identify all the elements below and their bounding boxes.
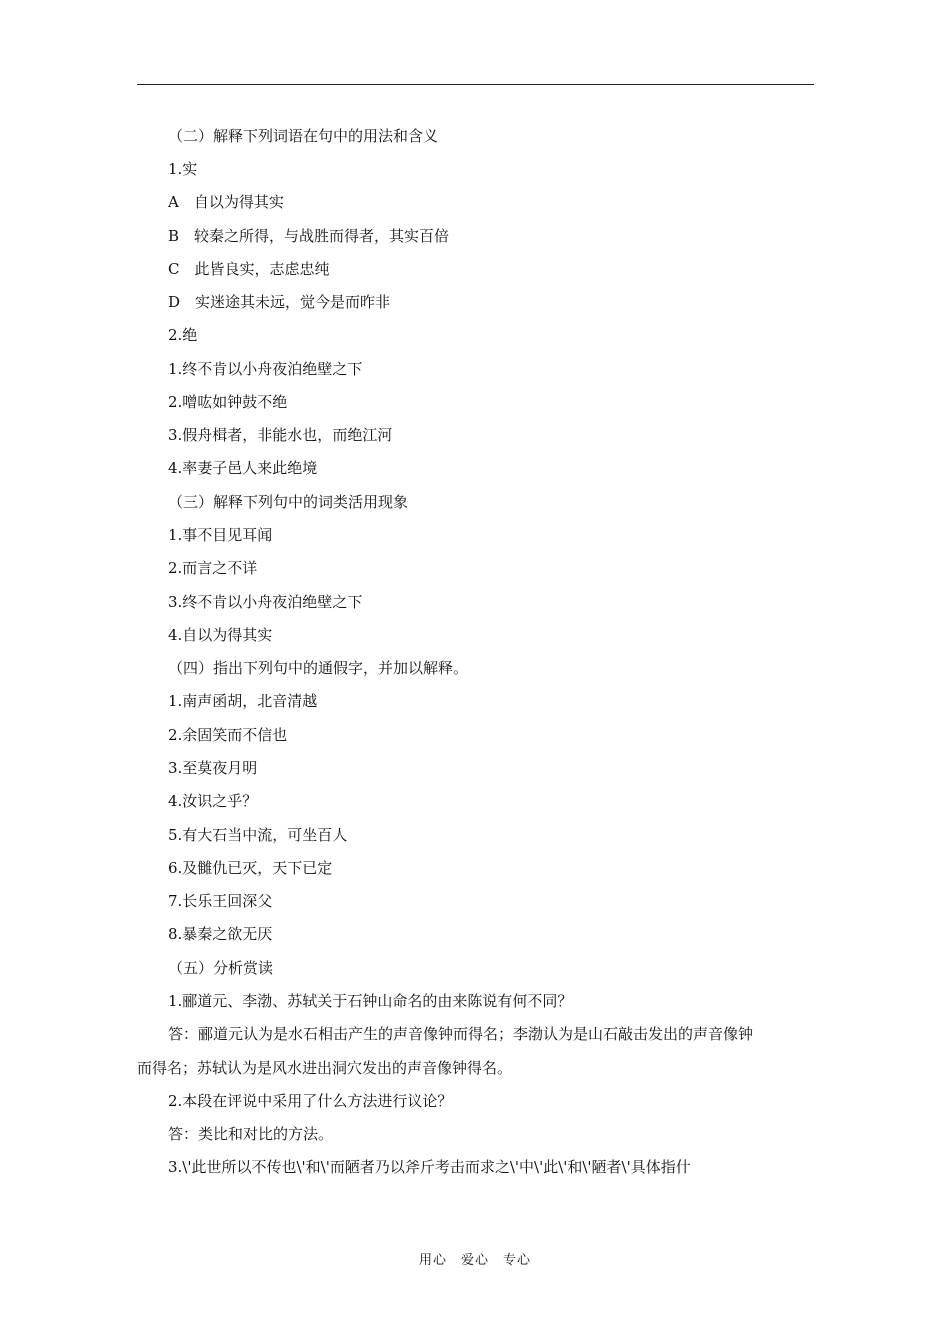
section-heading-4: （四）指出下列句中的通假字，并加以解释。 (168, 659, 469, 677)
list-item: 2.余固笑而不信也 (168, 726, 288, 744)
analysis-question-3: 3.\'此世所以不传也\'和\'而陋者乃以斧斤考击而求之\'中\'此\'和\'陋者\'具体指什 (168, 1158, 691, 1176)
page-footer: 用心 爱心 专心 (418, 1253, 531, 1268)
section-heading-2: （二）解释下列词语在句中的用法和含义 (168, 127, 439, 145)
option-d: D 实迷途其未远，觉今是而昨非 (168, 293, 391, 311)
analysis-question-2: 2.本段在评说中采用了什么方法进行议论？ (168, 1092, 453, 1110)
list-item: 2.噌吰如钟鼓不绝 (168, 393, 288, 411)
list-item: 4.自以为得其实 (168, 626, 273, 644)
analysis-answer-2: 答：类比和对比的方法。 (168, 1125, 334, 1143)
list-item: 8.暴秦之欲无厌 (168, 925, 273, 943)
list-item: 5.有大石当中流，可坐百人 (168, 826, 348, 844)
header-rule (137, 84, 814, 85)
question-2-heading: 2.绝 (168, 326, 198, 344)
option-c: C 此皆良实，志虑忠纯 (168, 260, 330, 278)
list-item: 2.而言之不详 (168, 559, 258, 577)
list-item: 3.假舟楫者，非能水也，而绝江河 (168, 426, 393, 444)
list-item: 6.及雠仇已灭，天下已定 (168, 859, 333, 877)
list-item: 1.事不目见耳闻 (168, 526, 273, 544)
analysis-question-1: 1.郦道元、李渤、苏轼关于石钟山命名的由来陈说有何不同？ (168, 992, 573, 1010)
option-a: A 自以为得其实 (168, 193, 284, 211)
question-1-heading: 1.实 (168, 160, 198, 178)
list-item: 4.率妻子邑人来此绝境 (168, 459, 318, 477)
list-item: 1.终不肯以小舟夜泊绝壁之下 (168, 360, 363, 378)
analysis-answer-1-continued: 而得名；苏轼认为是风水进出洞穴发出的声音像钟得名。 (137, 1059, 513, 1077)
list-item: 3.至莫夜月明 (168, 759, 258, 777)
analysis-answer-1: 答：郦道元认为是水石相击产生的声音像钟而得名；李渤认为是山石敲击发出的声音像钟 (168, 1025, 754, 1043)
option-b: B 较秦之所得，与战胜而得者，其实百倍 (168, 227, 450, 245)
list-item: 7.长乐王回深父 (168, 892, 273, 910)
list-item: 4.汝识之乎？ (168, 792, 258, 810)
section-heading-3: （三）解释下列句中的词类活用现象 (168, 493, 409, 511)
list-item: 3.终不肯以小舟夜泊绝壁之下 (168, 593, 363, 611)
section-heading-5: （五）分析赏读 (168, 959, 274, 977)
list-item: 1.南声函胡，北音清越 (168, 692, 318, 710)
